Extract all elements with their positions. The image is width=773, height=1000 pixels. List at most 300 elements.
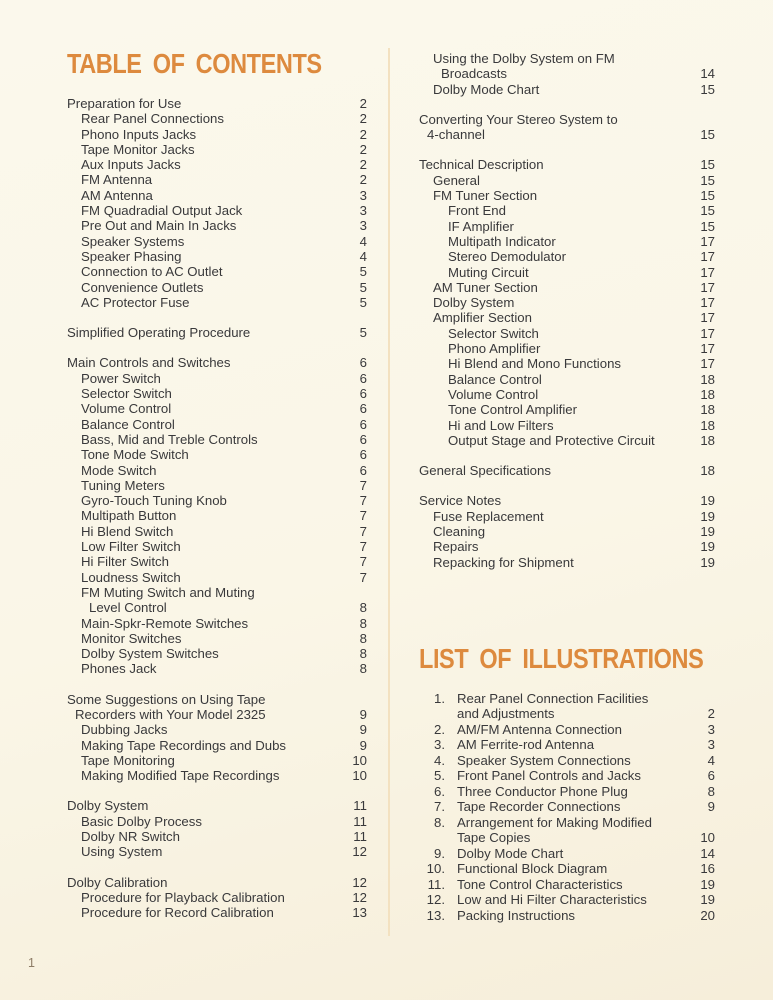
- illustration-entry: [419, 892, 715, 908]
- toc-entry-page: 3: [359, 218, 367, 234]
- illustration-entry: [419, 799, 715, 815]
- illustration-entry: [419, 753, 715, 769]
- toc-entry: [67, 325, 367, 340]
- toc-entry-page: 13: [352, 905, 367, 921]
- toc-entry: [67, 539, 367, 554]
- toc-entry: [419, 555, 715, 570]
- illustration-page: 3: [707, 737, 715, 753]
- toc-entry-page: 2: [359, 126, 367, 142]
- toc-entry-label: Pre Out and Main In Jacks: [81, 218, 237, 234]
- toc-entry-page: 17: [700, 279, 715, 295]
- toc-entry-page: 11: [353, 813, 367, 829]
- toc-entry: [419, 463, 715, 478]
- toc-entry: [419, 310, 715, 325]
- illustration-number: 2.: [434, 721, 445, 737]
- toc-entry-page: 12: [352, 889, 367, 905]
- toc-entry: [419, 157, 715, 172]
- toc-entry-page: 3: [359, 203, 367, 219]
- toc-entry: [67, 508, 367, 523]
- page-number: 1: [28, 956, 35, 970]
- toc-entry-label: Tone Mode Switch: [81, 447, 189, 463]
- toc-entry: [67, 707, 367, 722]
- toc-entry: [419, 356, 715, 371]
- illustration-page: 19: [700, 892, 715, 908]
- toc-entry-page: 7: [359, 554, 367, 570]
- toc-entry-label: 4-channel: [427, 127, 485, 143]
- toc-entry: [419, 82, 715, 97]
- toc-entry-label: Technical Description: [419, 157, 544, 173]
- toc-entry: [419, 280, 715, 295]
- illustration-entry: [419, 908, 715, 924]
- toc-entry: [67, 631, 367, 646]
- toc-entry-page: 2: [359, 96, 367, 111]
- toc-entry: [67, 172, 367, 187]
- toc-entry-label: Using System: [81, 844, 163, 860]
- toc-entry-label: Procedure for Playback Calibration: [81, 889, 285, 905]
- toc-entry-label: Recorders with Your Model 2325: [75, 706, 266, 722]
- toc-entry-page: 12: [352, 874, 367, 890]
- toc-entry-page: 7: [359, 477, 367, 493]
- toc-entry: [67, 722, 367, 737]
- toc-entry-page: 17: [700, 325, 715, 341]
- illustration-label: Dolby Mode Chart: [457, 845, 564, 861]
- toc-entry: [67, 417, 367, 432]
- toc-entry-label: Connection to AC Outlet: [81, 264, 223, 280]
- toc-right-entries: [419, 51, 715, 570]
- illustration-entry: [419, 846, 715, 862]
- toc-entry-label: Hi and Low Filters: [448, 417, 554, 433]
- illustration-label: Three Conductor Phone Plug: [457, 783, 628, 799]
- toc-entry-page: 19: [700, 539, 715, 555]
- toc-entry-label: Monitor Switches: [81, 630, 182, 646]
- toc-entry-page: 9: [359, 737, 367, 753]
- toc-entry-label: Multipath Indicator: [448, 233, 556, 249]
- toc-entry-page: 9: [359, 706, 367, 722]
- toc-entry-page: 6: [359, 386, 367, 402]
- toc-entry: [67, 493, 367, 508]
- toc-entry: [67, 96, 367, 111]
- toc-entry-label: Front End: [448, 203, 506, 219]
- illustration-label: and Adjustments: [457, 706, 555, 722]
- illustrations-title: LIST OF ILLUSTRATIONS: [419, 642, 704, 674]
- toc-entry-label: Phones Jack: [81, 661, 157, 677]
- toc-entry-label: FM Antenna: [81, 172, 153, 188]
- illustration-entry: [419, 737, 715, 753]
- toc-entry: [67, 478, 367, 493]
- illustration-page: 9: [707, 799, 715, 815]
- toc-entry-page: 17: [700, 233, 715, 249]
- toc-entry: [67, 218, 367, 233]
- toc-entry-page: 11: [353, 829, 367, 845]
- toc-entry: [419, 387, 715, 402]
- toc-group: [67, 325, 367, 340]
- illustrations-list: [419, 691, 715, 924]
- toc-entry-page: 5: [359, 294, 367, 310]
- toc-entry-label: Volume Control: [448, 386, 539, 402]
- toc-entry-label: Some Suggestions on Using Tape: [67, 691, 266, 707]
- toc-entry: [67, 661, 367, 676]
- toc-entry-label: Making Modified Tape Recordings: [81, 768, 280, 784]
- toc-entry-label: Dolby System: [433, 295, 515, 311]
- toc-entry-page: 7: [359, 539, 367, 555]
- illustration-label: Rear Panel Connection Facilities: [457, 690, 649, 706]
- toc-entry-label: FM Tuner Section: [433, 188, 538, 204]
- toc-entry-page: 5: [359, 264, 367, 280]
- toc-entry: [67, 524, 367, 539]
- toc-entry-page: 7: [359, 493, 367, 509]
- toc-group: [67, 692, 367, 784]
- toc-entry-label: Broadcasts: [441, 66, 507, 82]
- toc-entry-page: 12: [352, 844, 367, 860]
- toc-entry: [67, 127, 367, 142]
- toc-entry-label: Dolby System Switches: [81, 646, 219, 662]
- illustration-page: 20: [700, 907, 715, 923]
- toc-left-column: [67, 50, 367, 936]
- illustration-entry: [419, 691, 715, 707]
- toc-entry-label: Fuse Replacement: [433, 508, 544, 524]
- toc-entry-page: 9: [359, 722, 367, 738]
- toc-entry-label: Multipath Button: [81, 508, 177, 524]
- illustration-label: AM/FM Antenna Connection: [457, 721, 622, 737]
- toc-entry: [419, 188, 715, 203]
- toc-entry-label: Aux Inputs Jacks: [81, 157, 181, 173]
- toc-entry: [67, 905, 367, 920]
- toc-entry-page: 7: [359, 523, 367, 539]
- toc-entry-label: AM Tuner Section: [433, 279, 538, 295]
- illustration-entry: [419, 768, 715, 784]
- toc-entry-page: 19: [700, 508, 715, 524]
- toc-entry: [419, 219, 715, 234]
- illustration-entry: [419, 815, 715, 831]
- toc-entry-label: Simplified Operating Procedure: [67, 325, 251, 341]
- toc-entry: [67, 432, 367, 447]
- toc-entry-page: 3: [359, 187, 367, 203]
- toc-group: [419, 112, 715, 143]
- toc-entry-page: 15: [700, 127, 715, 143]
- illustration-entry-continued: [419, 830, 715, 846]
- toc-entry-label: Loudness Switch: [81, 569, 181, 585]
- toc-entry: [419, 173, 715, 188]
- toc-entry: [419, 234, 715, 249]
- toc-entry: [67, 157, 367, 172]
- illustration-page: 6: [707, 768, 715, 784]
- toc-entry-label: Main-Spkr-Remote Switches: [81, 615, 249, 631]
- illustration-number: 9.: [434, 845, 445, 861]
- toc-entry-page: 2: [359, 111, 367, 127]
- toc-entry: [67, 188, 367, 203]
- toc-entry-page: 8: [359, 615, 367, 631]
- toc-entry-label: IF Amplifier: [448, 218, 514, 234]
- toc-entry-label: Selector Switch: [81, 386, 172, 402]
- toc-entry: [419, 51, 715, 66]
- illustration-number: 1.: [434, 690, 445, 706]
- column-divider: [388, 48, 390, 936]
- toc-entry: [419, 127, 715, 142]
- toc-entry-label: Dolby NR Switch: [81, 829, 180, 845]
- illustration-label: Tone Control Characteristics: [457, 876, 623, 892]
- illustration-page: 4: [707, 752, 715, 768]
- illustration-page: 16: [700, 861, 715, 877]
- toc-entry-label: Preparation for Use: [67, 96, 182, 111]
- toc-entry-label: General Specifications: [419, 463, 551, 479]
- toc-entry-page: 15: [700, 218, 715, 234]
- toc-entry-page: 8: [359, 661, 367, 677]
- toc-entry: [67, 738, 367, 753]
- illustration-label: Packing Instructions: [457, 907, 576, 923]
- toc-entry: [67, 203, 367, 218]
- illustration-page: 8: [707, 783, 715, 799]
- toc-entry-page: 6: [359, 416, 367, 432]
- toc-entry-page: 2: [359, 172, 367, 188]
- illustration-label: Functional Block Diagram: [457, 861, 608, 877]
- toc-entry-label: Power Switch: [81, 370, 161, 386]
- toc-group: [419, 463, 715, 478]
- toc-entry-label: Speaker Phasing: [81, 248, 182, 264]
- toc-entry-page: 6: [359, 355, 367, 371]
- toc-entry: [67, 646, 367, 661]
- illustration-label: Tape Copies: [457, 830, 531, 846]
- toc-entry: [419, 433, 715, 448]
- toc-entry-page: 18: [700, 402, 715, 418]
- toc-group: [67, 355, 367, 676]
- toc-entry: [67, 249, 367, 264]
- toc-entry: [67, 753, 367, 768]
- illustrations-section: [419, 642, 715, 924]
- toc-entry-label: Making Tape Recordings and Dubs: [81, 737, 287, 753]
- toc-entry-label: Bass, Mid and Treble Controls: [81, 431, 258, 447]
- toc-entry: [67, 570, 367, 585]
- toc-entry-label: General: [433, 172, 480, 188]
- toc-group: [67, 96, 367, 310]
- toc-entry: [419, 112, 715, 127]
- toc-entry-label: Main Controls and Switches: [67, 355, 231, 371]
- toc-entry-label: FM Quadradial Output Jack: [81, 203, 243, 219]
- toc-entry: [67, 401, 367, 416]
- illustration-entry-continued: [419, 706, 715, 722]
- toc-entry: [419, 539, 715, 554]
- toc-group: [67, 875, 367, 921]
- toc-entry-page: 15: [700, 172, 715, 188]
- toc-entry: [67, 264, 367, 279]
- toc-entry-label: Output Stage and Protective Circuit: [448, 432, 655, 448]
- illustration-label: Low and Hi Filter Characteristics: [457, 892, 647, 908]
- toc-entry-label: FM Muting Switch and Muting: [81, 584, 255, 600]
- toc-entry-label: Procedure for Record Calibration: [81, 905, 274, 921]
- illustration-page: 14: [700, 845, 715, 861]
- toc-entry-label: Volume Control: [81, 401, 172, 417]
- illustration-number: 3.: [434, 737, 445, 753]
- illustration-label: Tape Recorder Connections: [457, 799, 621, 815]
- toc-entry: [67, 111, 367, 126]
- toc-entry: [67, 447, 367, 462]
- illustration-number: 13.: [426, 907, 445, 923]
- toc-entry: [67, 554, 367, 569]
- illustration-number: 12.: [426, 892, 445, 908]
- toc-entry-label: Repacking for Shipment: [433, 554, 574, 570]
- toc-entry-label: Balance Control: [448, 371, 542, 387]
- toc-group: [419, 493, 715, 569]
- illustration-entry: [419, 722, 715, 738]
- illustration-entry: [419, 877, 715, 893]
- toc-entry: [419, 66, 715, 81]
- toc-entry-page: 17: [700, 264, 715, 280]
- illustration-label: Arrangement for Making Modified: [457, 814, 652, 830]
- toc-group: [67, 798, 367, 859]
- toc-entry: [419, 341, 715, 356]
- illustration-page: 2: [707, 706, 715, 722]
- toc-entry-page: 5: [359, 279, 367, 295]
- toc-entry-label: Service Notes: [419, 493, 502, 509]
- toc-entry: [419, 493, 715, 508]
- toc-entry-page: 6: [359, 431, 367, 447]
- toc-entry-label: Muting Circuit: [448, 264, 529, 280]
- toc-entry-label: Stereo Demodulator: [448, 249, 567, 265]
- toc-entry-label: Dolby Calibration: [67, 874, 168, 890]
- toc-entry-page: 6: [359, 462, 367, 478]
- illustration-number: 5.: [434, 768, 445, 784]
- toc-entry-label: Speaker Systems: [81, 233, 185, 249]
- toc-entry-page: 8: [359, 600, 367, 616]
- toc-entry-page: 14: [700, 66, 715, 82]
- toc-entry-page: 18: [700, 386, 715, 402]
- toc-entry: [67, 142, 367, 157]
- illustration-number: 4.: [434, 752, 445, 768]
- toc-entry: [67, 616, 367, 631]
- toc-entry-label: Dolby System: [67, 798, 149, 814]
- toc-entry-page: 15: [700, 157, 715, 173]
- toc-entry-label: Cleaning: [433, 524, 486, 540]
- toc-entry-label: Dolby Mode Chart: [433, 81, 540, 97]
- toc-entry: [67, 600, 367, 615]
- illustration-label: Speaker System Connections: [457, 752, 631, 768]
- toc-entry: [67, 386, 367, 401]
- toc-entry-page: 5: [359, 325, 367, 341]
- toc-entry: [67, 355, 367, 370]
- toc-entry-label: Rear Panel Connections: [81, 111, 224, 127]
- toc-entry: [419, 203, 715, 218]
- illustration-number: 10.: [426, 861, 445, 877]
- toc-entry: [67, 463, 367, 478]
- toc-entry: [419, 402, 715, 417]
- illustration-page: 19: [700, 876, 715, 892]
- toc-entry-page: 18: [700, 371, 715, 387]
- toc-entry: [67, 234, 367, 249]
- illustration-number: 11.: [427, 876, 445, 892]
- toc-entry: [67, 692, 367, 707]
- toc-entry-label: Hi Filter Switch: [81, 554, 169, 570]
- toc-entry: [67, 371, 367, 386]
- illustration-page: 3: [707, 721, 715, 737]
- toc-entry-label: Hi Blend and Mono Functions: [448, 356, 622, 372]
- toc-entry-label: AC Protector Fuse: [81, 294, 190, 310]
- toc-entry-page: 19: [700, 493, 715, 509]
- toc-entry: [419, 524, 715, 539]
- toc-entry-label: Amplifier Section: [433, 310, 532, 326]
- illustration-number: 7.: [434, 799, 445, 815]
- toc-entry-page: 11: [353, 798, 367, 814]
- toc-entry-page: 15: [700, 81, 715, 97]
- toc-entry-page: 17: [700, 341, 715, 357]
- toc-entry-label: Phono Inputs Jacks: [81, 126, 197, 142]
- toc-entry-page: 7: [359, 508, 367, 524]
- toc-entry: [67, 280, 367, 295]
- toc-entry: [67, 814, 367, 829]
- toc-entry: [419, 326, 715, 341]
- toc-entry-page: 4: [359, 233, 367, 249]
- toc-entry-page: 17: [700, 295, 715, 311]
- toc-entry: [419, 509, 715, 524]
- illustration-number-spacer: [419, 830, 445, 846]
- toc-entry-page: 19: [700, 554, 715, 570]
- toc-entry-page: 2: [359, 141, 367, 157]
- toc-left-entries: [67, 96, 367, 921]
- illustration-entry: [419, 784, 715, 800]
- toc-entry-label: Selector Switch: [448, 325, 539, 341]
- toc-entry-label: Tuning Meters: [81, 477, 165, 493]
- toc-entry-label: Basic Dolby Process: [81, 813, 202, 829]
- toc-entry-label: Phono Amplifier: [448, 341, 541, 357]
- toc-entry: [67, 295, 367, 310]
- toc-entry-page: 17: [700, 310, 715, 326]
- toc-entry-page: 6: [359, 447, 367, 463]
- toc-title: TABLE OF CONTENTS: [67, 48, 322, 79]
- toc-entry-page: 8: [359, 630, 367, 646]
- toc-entry-page: 2: [359, 157, 367, 173]
- toc-entry-label: Mode Switch: [81, 462, 157, 478]
- toc-entry: [67, 768, 367, 783]
- toc-entry-label: Tape Monitoring: [81, 752, 175, 768]
- toc-entry-page: 18: [700, 417, 715, 433]
- toc-entry-label: Balance Control: [81, 416, 175, 432]
- toc-entry: [67, 798, 367, 813]
- illustration-label: AM Ferrite-rod Antenna: [457, 737, 595, 753]
- toc-group: [419, 51, 715, 97]
- toc-entry-label: Level Control: [89, 600, 167, 616]
- toc-entry-label: Repairs: [433, 539, 479, 555]
- toc-entry-label: Using the Dolby System on FM: [433, 51, 615, 66]
- toc-entry-page: 10: [352, 768, 367, 784]
- toc-entry-page: 6: [359, 370, 367, 386]
- toc-entry-label: Dubbing Jacks: [81, 722, 168, 738]
- toc-entry: [419, 372, 715, 387]
- toc-entry-page: 15: [700, 188, 715, 204]
- toc-entry: [419, 418, 715, 433]
- toc-entry-page: 17: [700, 249, 715, 265]
- illustration-label: Front Panel Controls and Jacks: [457, 768, 641, 784]
- illustration-page: 10: [700, 830, 715, 846]
- toc-right-column: [419, 51, 715, 923]
- illustration-number: 8.: [434, 814, 445, 830]
- toc-entry-label: Converting Your Stereo System to: [419, 111, 618, 127]
- toc-entry-page: 17: [700, 356, 715, 372]
- toc-entry-label: Hi Blend Switch: [81, 523, 174, 539]
- toc-entry-page: 18: [700, 463, 715, 479]
- toc-entry-page: 6: [359, 401, 367, 417]
- toc-entry: [67, 844, 367, 859]
- toc-entry: [67, 585, 367, 600]
- toc-entry-label: Convenience Outlets: [81, 279, 204, 295]
- toc-entry-page: 10: [352, 752, 367, 768]
- toc-entry-label: AM Antenna: [81, 187, 153, 203]
- illustration-entry: [419, 861, 715, 877]
- toc-entry-label: Low Filter Switch: [81, 539, 181, 555]
- toc-entry-label: Gyro-Touch Tuning Knob: [81, 493, 227, 509]
- toc-entry: [419, 265, 715, 280]
- toc-entry: [67, 875, 367, 890]
- illustration-number-spacer: [419, 706, 445, 722]
- toc-entry: [67, 890, 367, 905]
- toc-entry-page: 8: [359, 646, 367, 662]
